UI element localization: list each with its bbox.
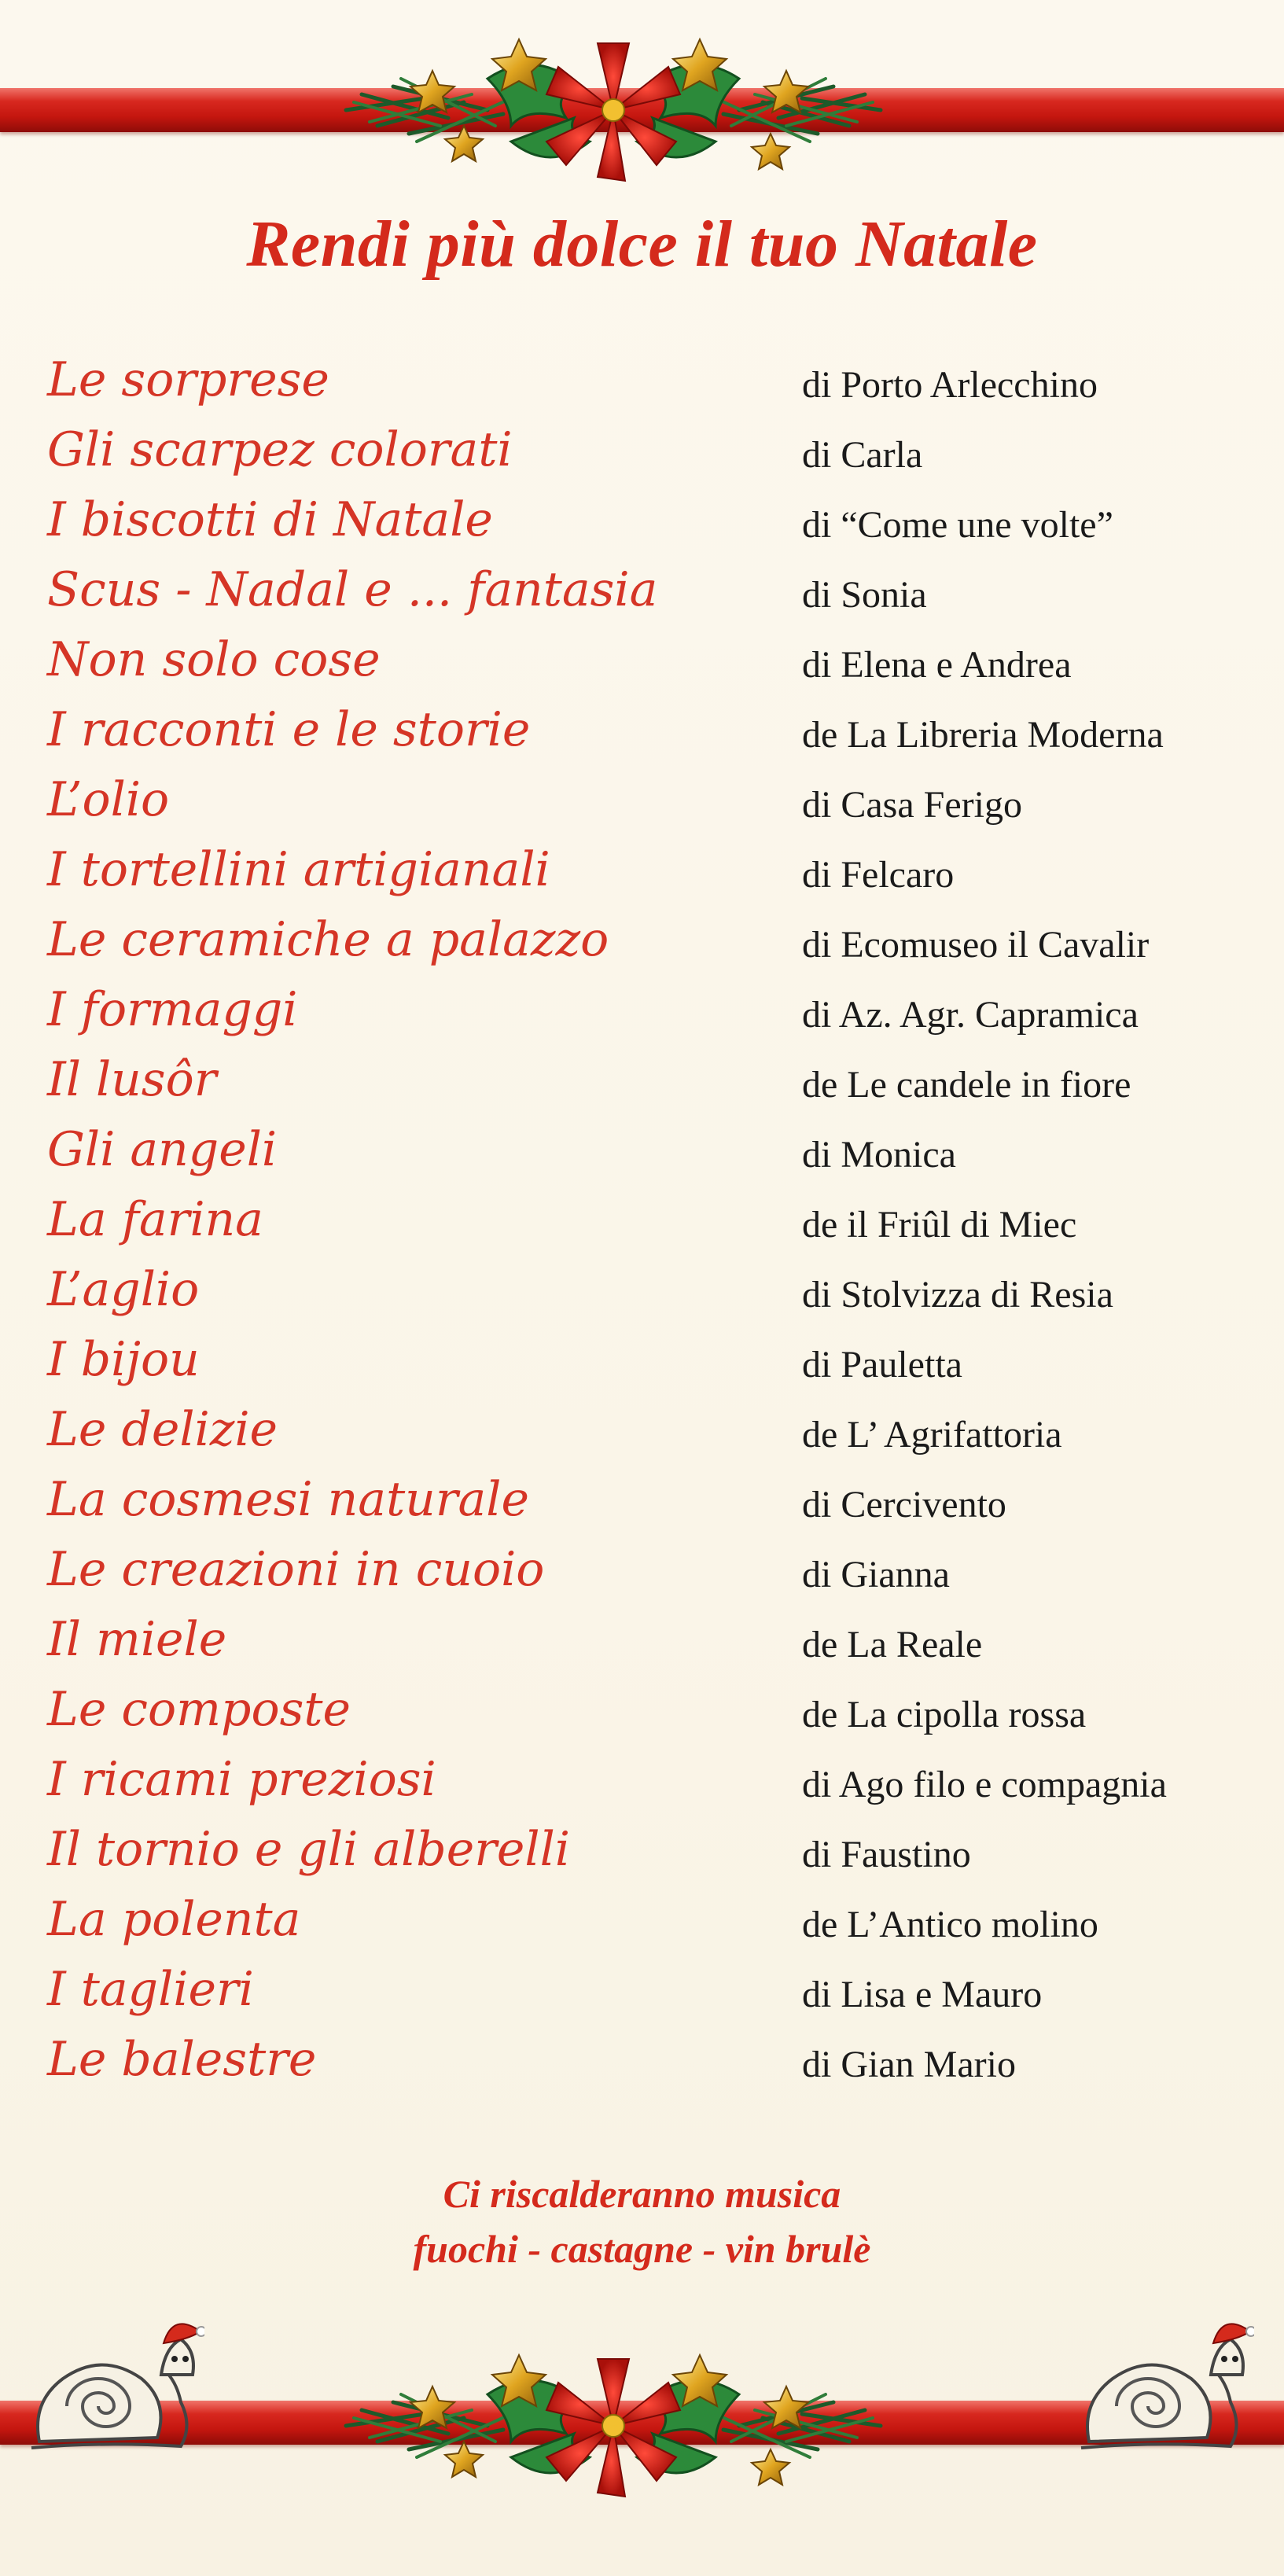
vendor-name: de Le candele in fiore: [802, 1064, 1131, 1106]
product-name: I racconti e le storie: [47, 702, 531, 757]
vendor-name: di Cercivento: [802, 1484, 1006, 1525]
footer-note: [0, 2166, 1284, 2276]
product-name: Gli angeli: [47, 1122, 278, 1177]
product-name: Gli scarpez colorati: [47, 422, 513, 477]
vendor-name: di Porto Arlecchino: [802, 364, 1098, 406]
vendor-name: di Casa Ferigo: [802, 784, 1022, 826]
vendor-name: di Ecomuseo il Cavalir: [802, 924, 1150, 966]
product-name: Le balestre: [47, 2032, 317, 2087]
product-name: La farina: [47, 1192, 263, 1247]
vendor-name: de La Reale: [802, 1624, 983, 1665]
product-name: La polenta: [47, 1892, 301, 1947]
product-name: Le composte: [47, 1682, 351, 1737]
list-item: [47, 1752, 1258, 1822]
vendor-name: de L’ Agrifattoria: [802, 1414, 1062, 1455]
list-item: [47, 1122, 1258, 1192]
product-name: I formaggi: [47, 982, 298, 1037]
bottom-garland-icon: [330, 2339, 896, 2512]
vendor-name: di Sonia: [802, 574, 927, 616]
product-list: [47, 352, 1258, 2102]
product-name: I ricami preziosi: [47, 1752, 436, 1807]
snail-icon: [1073, 2308, 1254, 2465]
list-item: [47, 422, 1258, 492]
page-title: Rendi più dolce il tuo Natale: [246, 208, 1038, 281]
list-item: [47, 1262, 1258, 1332]
list-item: [47, 632, 1258, 702]
vendor-name: di Monica: [802, 1134, 956, 1176]
list-item: [47, 912, 1258, 982]
product-name: La cosmesi naturale: [47, 1472, 529, 1527]
list-item: [47, 2032, 1258, 2102]
product-name: Il tornio e gli alberelli: [47, 1822, 570, 1877]
list-item: [47, 1822, 1258, 1892]
vendor-name: de il Friûl di Miec: [802, 1204, 1077, 1246]
list-item: [47, 1962, 1258, 2032]
product-name: I bijou: [47, 1332, 200, 1387]
list-item: [47, 702, 1258, 772]
product-name: Scus - Nadal e ... fantasia: [47, 562, 658, 617]
vendor-name: di “Come une volte”: [802, 504, 1113, 546]
vendor-name: di Pauletta: [802, 1344, 962, 1386]
list-item: [47, 1892, 1258, 1962]
vendor-name: di Ago filo e compagnia: [802, 1764, 1167, 1805]
product-name: L’aglio: [47, 1262, 200, 1317]
product-name: Non solo cose: [47, 632, 381, 687]
vendor-name: di Lisa e Mauro: [802, 1974, 1043, 2015]
vendor-name: di Stolvizza di Resia: [802, 1274, 1113, 1316]
footer-line-2: fuochi - castagne - vin brulè: [413, 2227, 871, 2271]
product-name: Il lusôr: [47, 1052, 217, 1107]
product-name: Il miele: [47, 1612, 227, 1667]
list-item: [47, 1402, 1258, 1472]
product-name: I taglieri: [47, 1962, 254, 2017]
vendor-name: de La cipolla rossa: [802, 1694, 1087, 1735]
list-item: [47, 1612, 1258, 1682]
footer-line-1: Ci riscalderanno musica: [443, 2172, 841, 2216]
list-item: [47, 842, 1258, 912]
product-name: L’olio: [47, 772, 170, 827]
list-item: [47, 1052, 1258, 1122]
product-name: I tortellini artigianali: [47, 842, 550, 897]
vendor-name: de La Libreria Moderna: [802, 714, 1164, 756]
vendor-name: di Gian Mario: [802, 2044, 1016, 2085]
top-garland-icon: [330, 24, 896, 197]
list-item: [47, 492, 1258, 562]
list-item: [47, 1332, 1258, 1402]
vendor-name: di Elena e Andrea: [802, 644, 1072, 686]
product-name: I biscotti di Natale: [47, 492, 493, 547]
vendor-name: di Faustino: [802, 1834, 971, 1875]
list-item: [47, 1682, 1258, 1752]
vendor-name: de L’Antico molino: [802, 1904, 1098, 1945]
product-name: Le creazioni in cuoio: [47, 1542, 545, 1597]
list-item: [47, 1542, 1258, 1612]
list-item: [47, 352, 1258, 422]
product-name: Le sorprese: [47, 352, 329, 407]
product-name: Le ceramiche a palazzo: [47, 912, 609, 967]
list-item: [47, 982, 1258, 1052]
product-name: Le delizie: [47, 1402, 278, 1457]
list-item: [47, 1472, 1258, 1542]
list-item: [47, 1192, 1258, 1262]
snail-icon: [24, 2308, 204, 2465]
vendor-name: di Carla: [802, 434, 923, 476]
vendor-name: di Gianna: [802, 1554, 950, 1595]
vendor-name: di Felcaro: [802, 854, 955, 896]
list-item: [47, 772, 1258, 842]
vendor-name: di Az. Agr. Capramica: [802, 994, 1139, 1036]
list-item: [47, 562, 1258, 632]
